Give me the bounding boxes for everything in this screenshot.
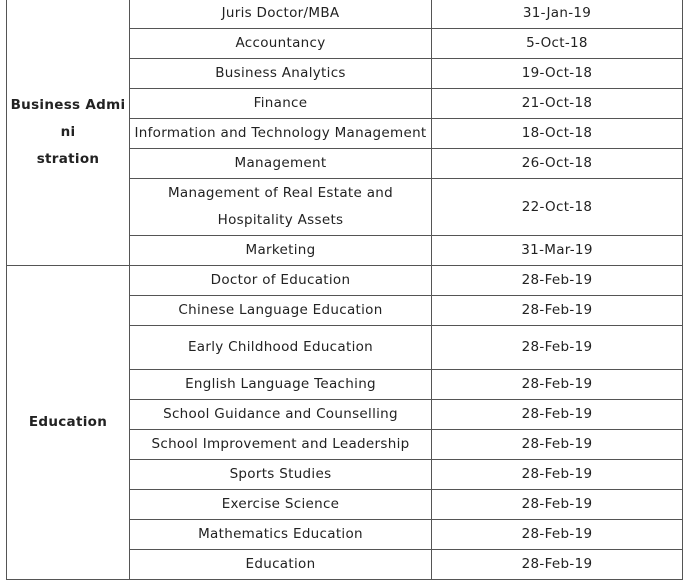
program-cell: Information and Technology Management bbox=[130, 119, 432, 149]
faculty-line: stration bbox=[36, 150, 100, 167]
deadline-cell: 28-Feb-19 bbox=[432, 520, 683, 550]
deadline-cell: 28-Feb-19 bbox=[432, 430, 683, 460]
program-cell: Marketing bbox=[130, 236, 432, 266]
deadline-cell: 28-Feb-19 bbox=[432, 266, 683, 296]
faculty-cell-business-administration bbox=[7, 0, 130, 266]
program-cell: Mathematics Education bbox=[130, 520, 432, 550]
deadline-cell: 31-Jan-19 bbox=[432, 0, 683, 29]
program-cell: Juris Doctor/MBA bbox=[130, 0, 432, 29]
program-cell: Accountancy bbox=[130, 29, 432, 59]
program-cell: School Guidance and Counselling bbox=[130, 400, 432, 430]
program-cell: School Improvement and Leadership bbox=[130, 430, 432, 460]
deadline-cell: 22-Oct-18 bbox=[432, 179, 683, 236]
deadline-cell: 28-Feb-19 bbox=[432, 460, 683, 490]
deadline-cell: 28-Feb-19 bbox=[432, 370, 683, 400]
faculty-line: Business Admini bbox=[10, 96, 126, 140]
deadline-cell: 28-Feb-19 bbox=[432, 326, 683, 370]
deadline-cell: 28-Feb-19 bbox=[432, 400, 683, 430]
deadline-cell: 28-Feb-19 bbox=[432, 490, 683, 520]
deadline-cell: 21-Oct-18 bbox=[432, 89, 683, 119]
deadline-cell: 5-Oct-18 bbox=[432, 29, 683, 59]
deadline-cell: 19-Oct-18 bbox=[432, 59, 683, 89]
program-cell: Doctor of Education bbox=[130, 266, 432, 296]
table-row bbox=[7, 266, 683, 296]
program-cell: English Language Teaching bbox=[130, 370, 432, 400]
deadline-cell: 31-Mar-19 bbox=[432, 236, 683, 266]
program-cell: Management bbox=[130, 149, 432, 179]
deadline-cell: 28-Feb-19 bbox=[432, 550, 683, 580]
program-cell: Sports Studies bbox=[130, 460, 432, 490]
program-cell: Early Childhood Education bbox=[130, 326, 432, 370]
program-cell: Education bbox=[130, 550, 432, 580]
program-cell: Chinese Language Education bbox=[130, 296, 432, 326]
program-cell: Finance bbox=[130, 89, 432, 119]
program-cell: Exercise Science bbox=[130, 490, 432, 520]
faculty-cell-education: Education bbox=[7, 266, 130, 580]
table-row bbox=[7, 0, 683, 29]
deadline-cell: 18-Oct-18 bbox=[432, 119, 683, 149]
deadline-cell: 28-Feb-19 bbox=[432, 296, 683, 326]
programs-table bbox=[6, 0, 683, 580]
deadline-cell: 26-Oct-18 bbox=[432, 149, 683, 179]
program-cell: Management of Real Estate and Hospitality Assets bbox=[130, 179, 432, 236]
program-cell: Business Analytics bbox=[130, 59, 432, 89]
